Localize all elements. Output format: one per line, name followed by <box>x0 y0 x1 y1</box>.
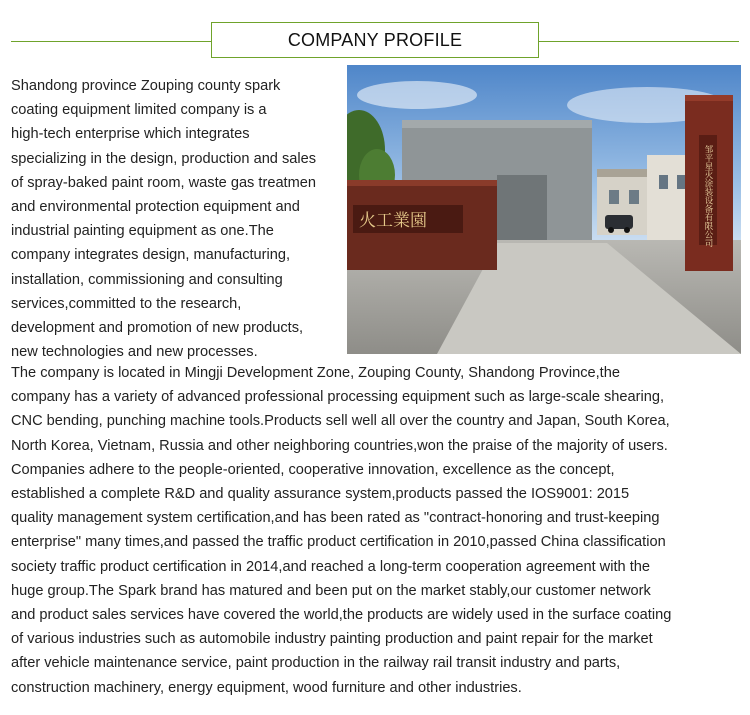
text-line: huge group.The Spark brand has matured and been put on the market stably,our customer network <box>11 582 651 599</box>
text-line: construction machinery, energy equipment, wood furniture and other industries. <box>11 679 522 696</box>
intro-paragraph <box>11 74 347 364</box>
text-line: high-tech enterprise which integrates <box>11 126 250 143</box>
body-paragraph <box>11 361 741 700</box>
factory-gate-photo <box>347 65 741 354</box>
text-line: company has a variety of advanced professional processing equipment such as large-scale shearing, <box>11 389 665 406</box>
text-line: Shandong province Zouping county spark <box>11 78 281 94</box>
text-line: new technologies and new processes. <box>11 344 258 361</box>
header-rule-right <box>539 41 739 42</box>
text-line: coating equipment limited company is a <box>11 102 267 119</box>
text-line: industrial painting equipment as one.The <box>11 223 274 240</box>
text-line: society traffic product certification in 2014,and reached a long-term cooperation agreement with the <box>11 558 650 575</box>
gate-sign-text: 火工業園 <box>359 211 427 231</box>
text-line: services,committed to the research, <box>11 295 242 312</box>
pillar-sign-text: 邹平星火涂装设备有限公司 <box>703 145 713 247</box>
text-line: and product sales services have covered the world,the products are widely used in the surface coating <box>11 607 672 624</box>
text-line: of spray-baked paint room, waste gas treatmen <box>11 174 317 191</box>
header-rule-left <box>11 41 211 42</box>
text-line: specializing in the design, production and sales <box>11 150 317 167</box>
text-line: after vehicle maintenance service, paint production in the railway rail transit industry and parts, <box>11 655 621 672</box>
text-line: established a complete R&D and quality assurance system,products passed the IOS9001: 2015 <box>11 486 630 503</box>
text-line: and environmental protection equipment and <box>11 199 300 216</box>
text-line: installation, commissioning and consulting <box>11 271 283 288</box>
section-title-box <box>211 22 539 58</box>
text-line: company integrates design, manufacturing, <box>11 247 291 264</box>
page-title: COMPANY PROFILE <box>287 29 463 50</box>
text-line: of various industries such as automobile industry painting production and paint repair for the market <box>11 631 653 648</box>
text-line: development and promotion of new products, <box>11 320 304 337</box>
text-line: quality management system certification,and has been rated as "contract-honoring and trust-keeping <box>11 510 660 527</box>
text-line: enterprise" many times,and passed the traffic product certification in 2010,passed China classification <box>11 534 666 551</box>
text-line: The company is located in Mingji Development Zone, Zouping County, Shandong Province,the <box>11 365 620 381</box>
text-line: North Korea, Vietnam, Russia and other neighboring countries,won the praise of the majority of users. <box>11 437 668 454</box>
text-line: CNC bending, punching machine tools.Products sell well all over the country and Japan, South Korea, <box>11 413 670 430</box>
text-line: Companies adhere to the people-oriented, cooperative innovation, excellence as the concept, <box>11 461 615 478</box>
